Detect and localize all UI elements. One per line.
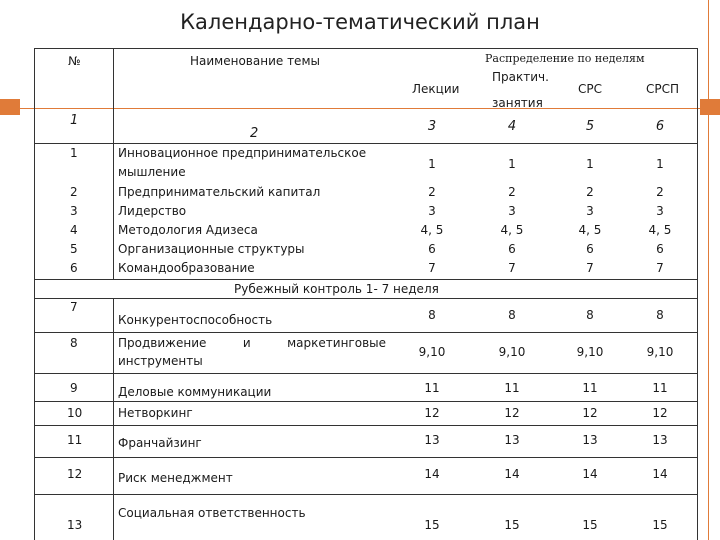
row-5-lectures: 6 — [428, 242, 436, 256]
row-12-topic: Риск менеджмент — [118, 471, 233, 485]
row-9-num: 9 — [70, 381, 78, 395]
row-9-lectures: 11 — [424, 381, 440, 395]
row-5-srs: 6 — [586, 242, 594, 256]
row-8-lectures: 9,10 — [418, 345, 446, 359]
index-srs: 5 — [585, 119, 595, 134]
row-4-srs: 4, 5 — [578, 223, 602, 237]
row-11-topic: Франчайзинг — [118, 436, 202, 450]
row-4-num: 4 — [70, 223, 78, 237]
row-2-topic: Предпринимательский капитал — [118, 185, 321, 199]
row-10-num: 10 — [67, 406, 83, 420]
row-13-topic: Социальная ответственность — [118, 506, 306, 520]
table-border-right — [697, 48, 698, 540]
decorative-vertical-rule — [708, 0, 709, 540]
row-5-practical: 6 — [508, 242, 516, 256]
header-srsp: СРСП — [646, 82, 680, 96]
row-8-srsp: 9,10 — [646, 345, 674, 359]
row-4-topic: Методология Адизеса — [118, 223, 258, 237]
row-5-topic: Организационные структуры — [118, 242, 305, 256]
row-8-topic-line2: инструменты — [118, 354, 203, 368]
header-topic: Наименование темы — [190, 54, 320, 68]
row-11-srs: 13 — [582, 433, 598, 447]
table-border-top — [34, 48, 698, 49]
row-11-srsp: 13 — [652, 433, 668, 447]
row-8-topic-line1: Продвижение и маркетинговые — [118, 336, 386, 350]
row-13-practical: 15 — [504, 518, 520, 532]
decorative-rule — [0, 108, 720, 109]
row-5-srsp: 6 — [656, 242, 664, 256]
row-11-lectures: 13 — [424, 433, 440, 447]
row-2-lectures: 2 — [428, 185, 436, 199]
row-6-lectures: 7 — [428, 261, 436, 275]
row-6-num: 6 — [70, 261, 78, 275]
header-distribution: Распределение по неделям — [485, 52, 645, 65]
row-2-srsp: 2 — [656, 185, 664, 199]
row-7-srs: 8 — [586, 308, 594, 322]
row-13-num: 13 — [67, 518, 83, 532]
row-11-num: 11 — [67, 433, 83, 447]
row-divider — [34, 298, 698, 299]
row-10-srs: 12 — [582, 406, 598, 420]
row-12-lectures: 14 — [424, 467, 440, 481]
row-4-lectures: 4, 5 — [420, 223, 444, 237]
header-lectures: Лекции — [412, 82, 460, 96]
row-divider — [34, 457, 698, 458]
row-3-srs: 3 — [586, 204, 594, 218]
row-12-num: 12 — [67, 467, 83, 481]
row-divider — [34, 401, 698, 402]
row-1-practical: 1 — [508, 157, 516, 171]
row-1-num: 1 — [70, 146, 78, 160]
table-border-left — [34, 48, 35, 540]
page-title: Календарно-тематический план — [180, 10, 540, 34]
decorative-square-right — [700, 99, 720, 115]
row-9-srs: 11 — [582, 381, 598, 395]
midterm-note: Рубежный контроль 1- 7 неделя — [234, 282, 439, 296]
index-practical: 4 — [507, 119, 517, 134]
column-divider — [113, 298, 114, 540]
row-13-lectures: 15 — [424, 518, 440, 532]
header-srs: СРС — [578, 82, 602, 96]
row-4-srsp: 4, 5 — [648, 223, 672, 237]
row-12-practical: 14 — [504, 467, 520, 481]
row-1-srs: 1 — [586, 157, 594, 171]
row-3-topic: Лидерство — [118, 204, 187, 218]
row-11-practical: 13 — [504, 433, 520, 447]
row-5-num: 5 — [70, 242, 78, 256]
row-7-topic: Конкурентоспособность — [118, 313, 273, 327]
row-6-srsp: 7 — [656, 261, 664, 275]
column-divider — [113, 48, 114, 279]
row-1-srsp: 1 — [656, 157, 664, 171]
row-9-practical: 11 — [504, 381, 520, 395]
index-srsp: 6 — [655, 119, 665, 134]
decorative-square-left — [0, 99, 20, 115]
row-10-practical: 12 — [504, 406, 520, 420]
row-7-practical: 8 — [508, 308, 516, 322]
row-7-lectures: 8 — [428, 308, 436, 322]
row-divider — [34, 143, 698, 144]
header-practical-line2: занятия — [492, 96, 543, 110]
row-12-srs: 14 — [582, 467, 598, 481]
row-10-srsp: 12 — [652, 406, 668, 420]
index-num: 1 — [70, 113, 79, 128]
row-6-topic: Командообразование — [118, 261, 255, 275]
row-1-topic-line2: мышление — [118, 165, 186, 179]
row-3-practical: 3 — [508, 204, 516, 218]
row-divider — [34, 425, 698, 426]
row-7-srsp: 8 — [656, 308, 664, 322]
row-9-srsp: 11 — [652, 381, 668, 395]
row-3-srsp: 3 — [656, 204, 664, 218]
index-lectures: 3 — [427, 119, 437, 134]
row-10-topic: Нетворкинг — [118, 406, 193, 420]
row-2-practical: 2 — [508, 185, 516, 199]
row-divider — [34, 279, 698, 280]
row-3-lectures: 3 — [428, 204, 436, 218]
row-divider — [34, 494, 698, 495]
row-1-lectures: 1 — [428, 157, 436, 171]
row-3-num: 3 — [70, 204, 78, 218]
row-9-topic: Деловые коммуникации — [118, 385, 272, 399]
row-12-srsp: 14 — [652, 467, 668, 481]
row-6-practical: 7 — [508, 261, 516, 275]
row-13-srs: 15 — [582, 518, 598, 532]
row-1-topic-line1: Инновационное предпринимательское — [118, 146, 367, 160]
row-divider — [34, 373, 698, 374]
index-topic: 2 — [250, 126, 259, 141]
header-practical-line1: Практич. — [492, 70, 549, 84]
row-7-num: 7 — [70, 300, 78, 314]
row-8-srs: 9,10 — [576, 345, 604, 359]
header-num: № — [68, 54, 81, 68]
row-13-srsp: 15 — [652, 518, 668, 532]
row-2-num: 2 — [70, 185, 78, 199]
row-10-lectures: 12 — [424, 406, 440, 420]
row-2-srs: 2 — [586, 185, 594, 199]
row-divider — [34, 332, 698, 333]
row-8-num: 8 — [70, 336, 78, 350]
row-6-srs: 7 — [586, 261, 594, 275]
row-8-practical: 9,10 — [498, 345, 526, 359]
row-4-practical: 4, 5 — [500, 223, 524, 237]
